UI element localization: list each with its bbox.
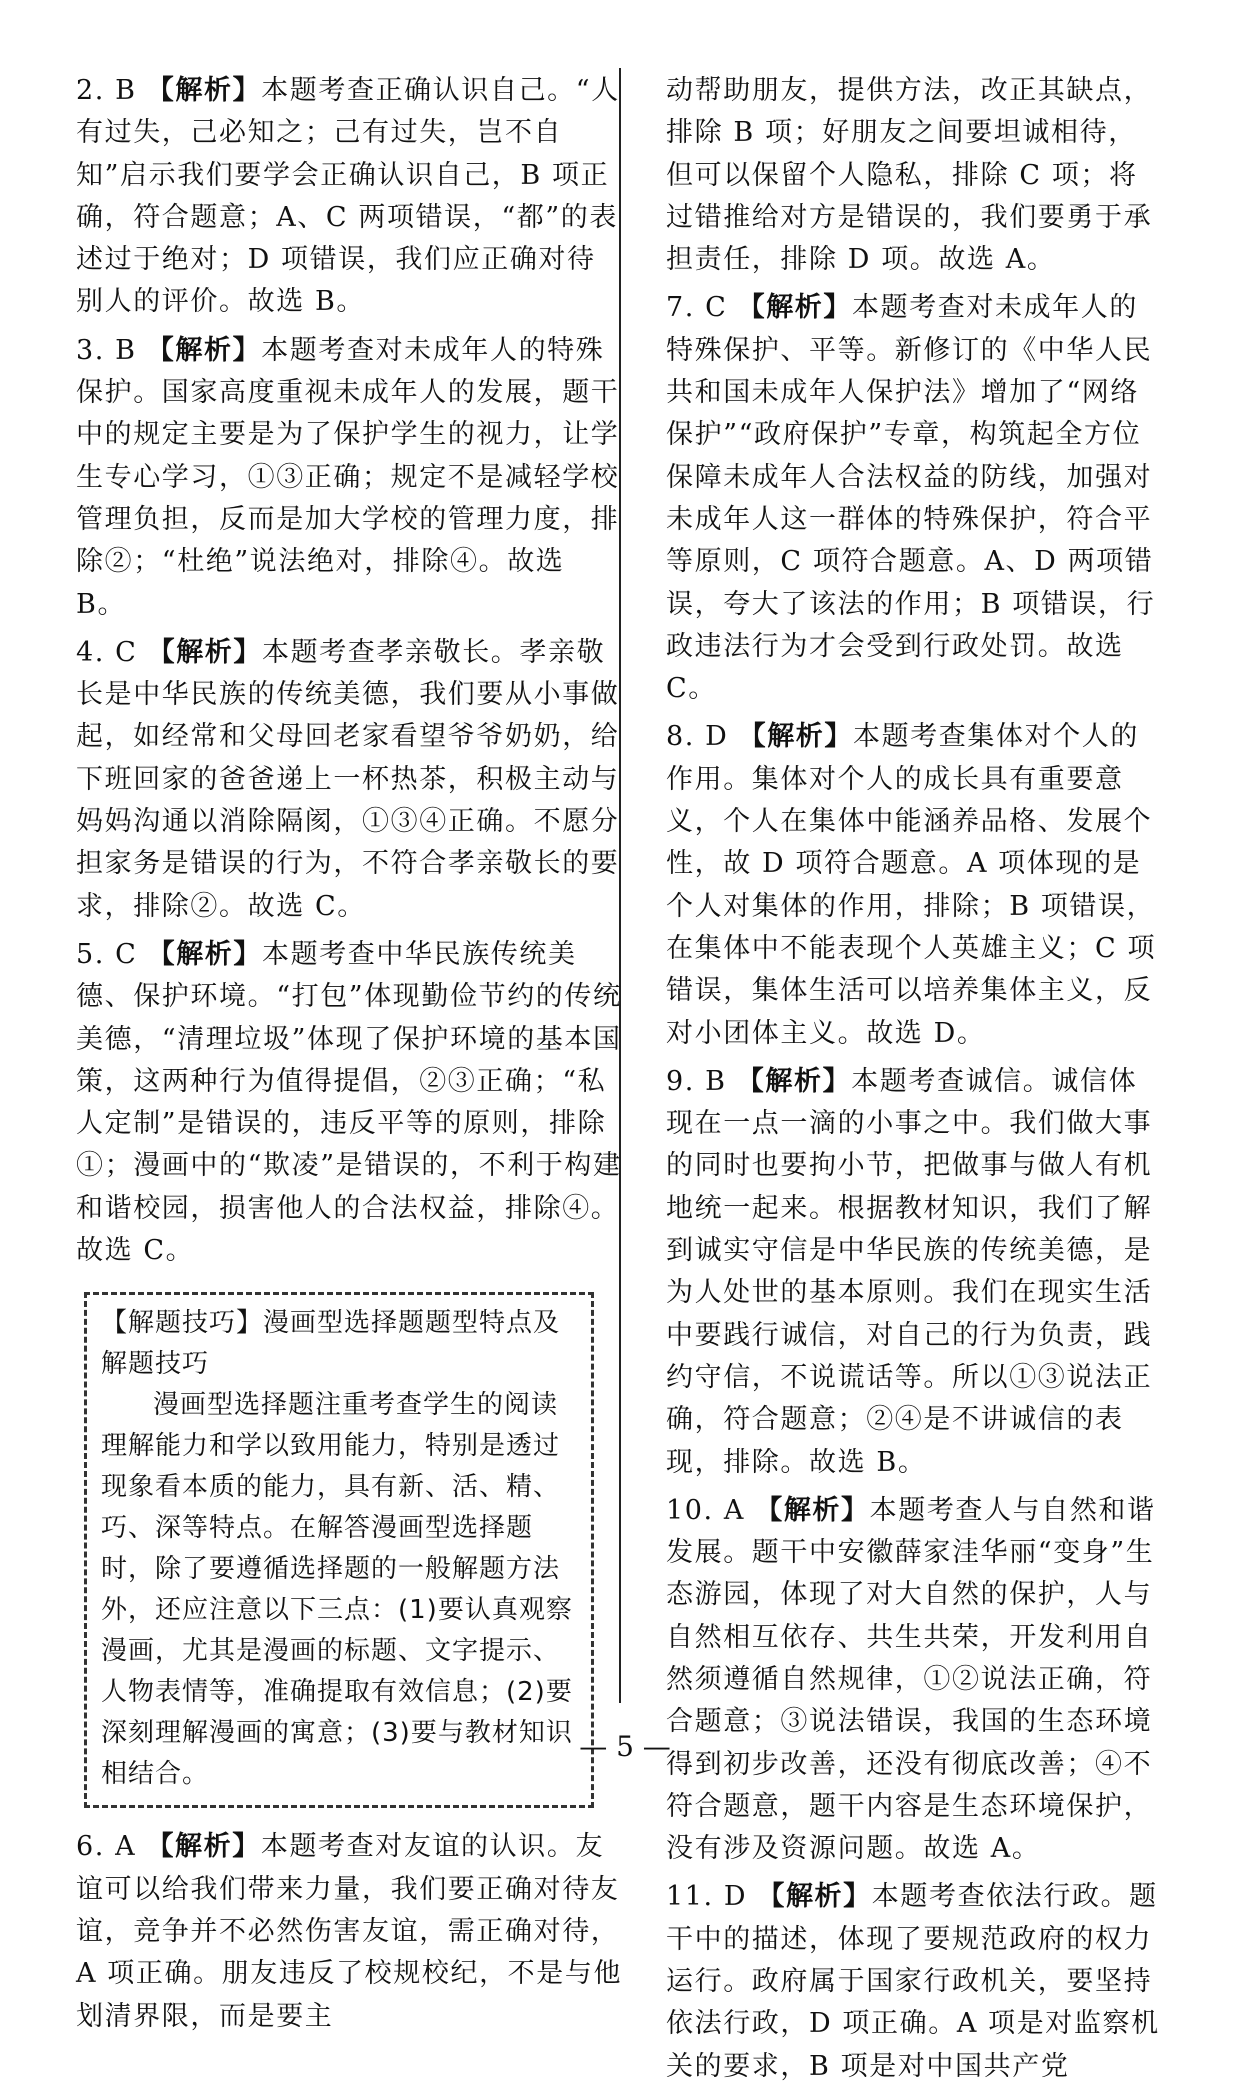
answer-item-3 — [76, 330, 624, 626]
answer-number: 4. C — [76, 636, 138, 668]
answer-number: 5. C — [76, 938, 138, 970]
answer-number: 10. A — [666, 1494, 746, 1526]
analysis-text: 本题考查对未成年人的特殊保护。国家高度重视未成年人的发展，题干中的规定主要是为了保护学生的视力，让学生专心学习，①③正确；规定不是减轻学校管理负担，反而是加大学校的管理力度，排除②；“杜绝”说法绝对，排除④。故选 B。 — [76, 334, 620, 620]
answer-item-10 — [666, 1490, 1164, 1871]
analysis-text: 本题考查人与自然和谐发展。题干中安徽薛家洼华丽“变身”生态游园，体现了对大自然的保护，人与自然相互依存、共生共荣，开发利用自然须遵循自然规律，①②说法正确，符合题意；③说法错误，我国的生态环境得到初步改善，还没有彻底改善；④不符合题意，题干内容是生态环境保护，没有涉及资源问题。故选 A。 — [666, 1494, 1156, 1865]
answer-item-7 — [666, 287, 1164, 710]
analysis-tag: 【解析】 — [738, 721, 853, 753]
answer-number: 2. B — [76, 75, 137, 106]
analysis-text: 动帮助朋友，提供方法，改正其缺点，排除 B 项；好朋友之间要坦诚相待，但可以保留个人隐私，排除 C 项；将过错推给对方是错误的，我们要勇于承担责任，排除 D 项。故选 A。 — [666, 75, 1153, 276]
answer-item-8 — [666, 716, 1164, 1054]
answer-item-9 — [666, 1061, 1164, 1484]
answer-number: 3. B — [76, 334, 137, 366]
analysis-tag: 【解析】 — [146, 75, 262, 106]
analysis-text: 本题考查依法行政。题干中的描述，体现了要规范政府的权力运行。政府属于国家行政机关，要坚持依法行政，D 项正确。A 项是对监察机关的要求，B 项是对中国共产党 — [666, 1881, 1160, 2082]
analysis-tag: 【解析】 — [147, 636, 262, 668]
analysis-tag: 【解析】 — [147, 938, 262, 970]
analysis-tag: 【解析】 — [146, 1831, 261, 1863]
answer-item-5 — [76, 934, 624, 1272]
answer-number: 6. A — [76, 1831, 137, 1863]
answer-number: 11. D — [666, 1881, 748, 1913]
answer-item-11 — [666, 1876, 1164, 2087]
analysis-text: 本题考查对未成年人的特殊保护、平等。新修订的《中华人民共和国未成年人保护法》增加了“网络保护”“政府保护”专章，构筑起全方位保障未成年人合法权益的防线，加强对未成年人这一群体的特殊保护，符合平等原则，C 项符合题意。A、D 两项错误，夸大了该法的作用；B 项错误，行政违法行为才会受到行政处罚。故选 C。 — [666, 292, 1156, 705]
analysis-text: 本题考查对友谊的认识。友谊可以给我们带来力量，我们要正确对待友谊，竞争并不必然伤害友谊，需正确对待，A 项正确。朋友违反了校规校纪，不是与他划清界限，而是要主 — [76, 1831, 623, 2032]
answer-number: 9. B — [666, 1065, 727, 1097]
analysis-text: 本题考查集体对个人的作用。集体对个人的成长具有重要意义，个人在集体中能涵养品格、发展个性，故 D 项符合题意。A 项体现的是个人对集体的作用，排除；B 项错误，在集体中不能表现个人英雄主义；C 项错误，集体生活可以培养集体主义，反对小团体主义。故选 D。 — [666, 721, 1157, 1049]
analysis-text: 本题考查孝亲敬长。孝亲敬长是中华民族的传统美德，我们要从小事做起，如经常和父母回老家看望爷爷奶奶，给下班回家的爸爸递上一杯热茶，积极主动与妈妈沟通以消除隔阂，①③④正确。不愿分担家务是错误的行为，不符合孝亲敬长的要求，排除②。故选 C。 — [76, 636, 620, 922]
analysis-tag: 【解析】 — [146, 334, 262, 366]
tip-body: 漫画型选择题注重考查学生的阅读理解能力和学以致用能力，特别是透过现象看本质的能力，具有新、活、精、巧、深等特点。在解答漫画型选择题时，除了要遵循选择题的一般解题方法外，还应注意以下三点：(1)要认真观察漫画，尤其是漫画的标题、文字提示、人物表情等，准确提取有效信息；(2)要深刻理解漫画的寓意；(3)要与教材知识相结合。 — [101, 1390, 573, 1790]
analysis-tag: 【解析】 — [737, 292, 852, 324]
analysis-text: 本题考查中华民族传统美德、保护环境。“打包”体现勤俭节约的传统美德，“清理垃圾”体现了保护环境的基本国策，这两种行为值得提倡，②③正确；“私人定制”是错误的，违反平等的原则，排除①；漫画中的“欺凌”是错误的，不利于构建和谐校园，损害他人的合法权益，排除④。故选 C。 — [76, 938, 622, 1267]
answer-item-6-continued — [666, 70, 1164, 281]
analysis-text: 本题考查诚信。诚信体现在一点一滴的小事之中。我们做大事的同时也要拘小节，把做事与做人有机地统一起来。根据教材知识，我们了解到诚实守信是中华民族的传统美德，是为人处世的基本原则。我们在现实生活中要践行诚信，对自己的行为负责，践约守信，不说谎话等。所以①③说法正确，符合题意；②④是不讲诚信的表现，排除。故选 B。 — [666, 1065, 1153, 1478]
analysis-tag: 【解析】 — [757, 1881, 872, 1913]
analysis-tag: 【解析】 — [736, 1065, 852, 1097]
tip-title: 【解题技巧】漫画型选择题题型特点及解题技巧 — [101, 1308, 561, 1380]
right-column — [666, 70, 1164, 2094]
answer-item-6 — [76, 1826, 624, 2037]
page-number: — 5 — — [579, 1730, 671, 1763]
answer-item-4 — [76, 632, 624, 928]
analysis-tag: 【解析】 — [755, 1494, 870, 1526]
answer-number: 8. D — [666, 721, 729, 753]
answer-item-2 — [76, 70, 624, 324]
analysis-text: 本题考查正确认识自己。“人有过失，己必知之；己有过失，岂不自知”启示我们要学会正确认识自己，B 项正确，符合题意；A、C 两项错误，“都”的表述过于绝对；D 项错误，我们应正确对待别人的评价。故选 B。 — [76, 75, 620, 318]
answer-number: 7. C — [666, 292, 728, 324]
